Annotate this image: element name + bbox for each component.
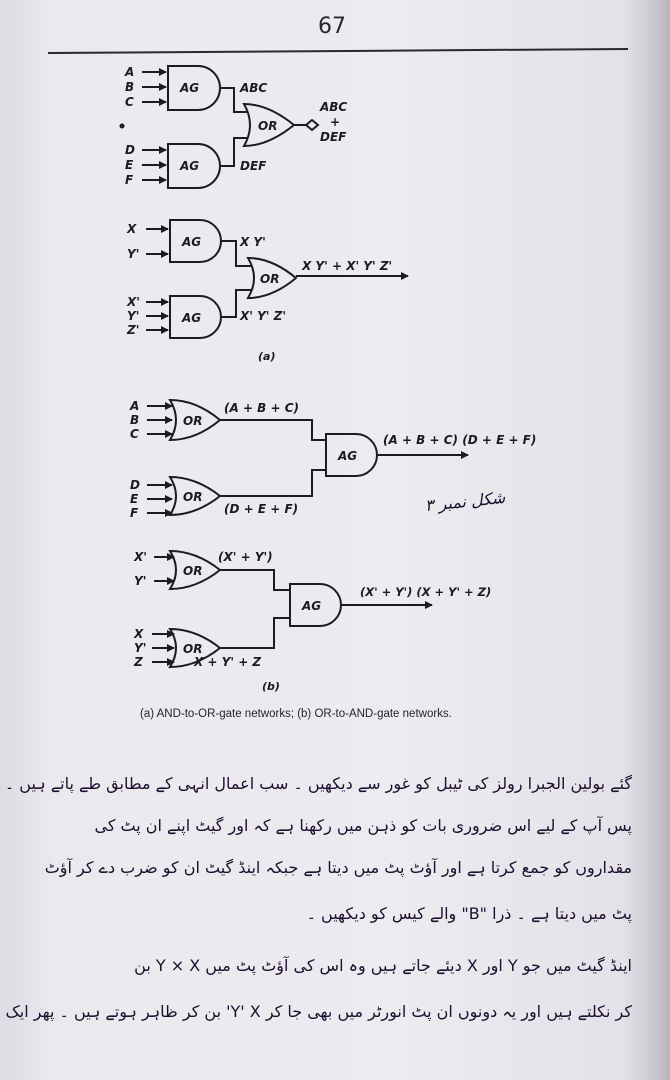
gate-label: OR	[183, 414, 203, 428]
gate-label: AG	[180, 81, 200, 95]
figure-number-note: شکل نمبر ۳	[423, 487, 507, 516]
input-label: C	[125, 95, 134, 109]
input-label: D	[130, 478, 140, 492]
output-label: DEF	[320, 130, 347, 144]
wire-label: (X' + Y')	[218, 550, 273, 564]
input-label: Z	[134, 655, 143, 669]
urdu-text-line: گئے بولین الجبرا رولز کی ٹیبل کو غور سے دیکھیں ۔ سب اعمال انہی کے مطابق طے پاتے ہیں ۔	[4, 774, 632, 793]
input-label: E	[125, 158, 134, 172]
page-number: 67	[318, 14, 346, 39]
input-label: X	[127, 222, 137, 236]
wire	[220, 618, 290, 648]
figure-label-a: (a)	[258, 350, 276, 363]
gate-label: OR	[258, 119, 278, 133]
input-label: Y'	[127, 247, 140, 261]
input-label: A	[125, 65, 135, 79]
gate-label: AG	[182, 235, 202, 249]
wire-label: X Y'	[240, 235, 266, 249]
output-label: ABC	[320, 100, 348, 114]
input-label: X'	[134, 550, 147, 564]
input-label: A	[130, 399, 140, 413]
gate-label: AG	[338, 449, 358, 463]
output-label: (A + B + C) (D + E + F)	[383, 433, 537, 447]
urdu-text-line: کر نکلتے ہیں اور یہ دونوں ان پٹ انورٹر میں بھی جا کر Y' X' بن کر ظاہر ہوتے ہیں ۔ پھر ایک	[5, 1002, 632, 1021]
input-label: X'	[127, 295, 140, 309]
urdu-text-line: پٹ میں دیتا ہے ۔ ذرا "B" والے کیس کو دیکھیں ۔	[306, 904, 632, 923]
diagram-b-network-2	[133, 550, 491, 669]
input-label: C	[130, 427, 139, 441]
wire-label: X + Y' + Z	[194, 655, 262, 669]
wire-label: DEF	[240, 159, 267, 173]
output-diamond	[306, 120, 318, 130]
input-label: F	[130, 506, 139, 520]
input-label: Y'	[134, 574, 147, 588]
ink-dot	[120, 124, 125, 129]
input-label: B	[130, 413, 140, 427]
gate-label: OR	[183, 564, 203, 578]
wire-label: X' Y' Z'	[240, 309, 287, 323]
figure-label-b: (b)	[262, 680, 280, 693]
input-label: Y'	[127, 309, 140, 323]
gate-label: AG	[182, 311, 202, 325]
gate-label: OR	[183, 642, 203, 656]
input-label: X	[134, 627, 144, 641]
input-label: D	[125, 143, 135, 157]
urdu-text-line: اینڈ گیٹ میں جو Y اور X دیئے جاتے ہیں وہ اس کی آؤٹ پٹ میں Y × X بن	[134, 956, 632, 975]
urdu-text-line: مقداروں کو جمع کرتا ہے اور آؤٹ پٹ میں دیتا ہے جبکہ اینڈ گیٹ ان کو ضرب دے کر آؤٹ	[44, 858, 632, 877]
output-label: +	[330, 115, 341, 129]
wire	[220, 420, 326, 440]
wire-label: (D + E + F)	[224, 502, 299, 516]
output-label: X Y' + X' Y' Z'	[302, 259, 393, 273]
diagram-a-network-1	[120, 65, 348, 188]
figure-caption: (a) AND-to-OR-gate networks; (b) OR-to-AND-gate networks.	[140, 708, 452, 720]
input-label: Y'	[134, 641, 147, 655]
wire	[220, 470, 326, 496]
urdu-text-line: پس آپ کے لیے اس ضروری بات کو ذہن میں رکھنا ہے کہ اور گیٹ اپنے ان پٹ کی	[94, 816, 632, 835]
gate-label: AG	[180, 159, 200, 173]
input-label: B	[125, 80, 135, 94]
gate-label: OR	[260, 272, 280, 286]
wire-label: ABC	[240, 81, 268, 95]
input-label: F	[125, 173, 134, 187]
wire-label: (A + B + C)	[224, 401, 300, 415]
gate-label: OR	[183, 490, 203, 504]
input-label: E	[130, 492, 139, 506]
input-label: Z'	[127, 323, 140, 337]
diagram-a-network-2	[126, 220, 408, 338]
gate-label: AG	[302, 599, 322, 613]
output-label: (X' + Y') (X + Y' + Z)	[360, 585, 492, 599]
wire	[220, 570, 290, 590]
